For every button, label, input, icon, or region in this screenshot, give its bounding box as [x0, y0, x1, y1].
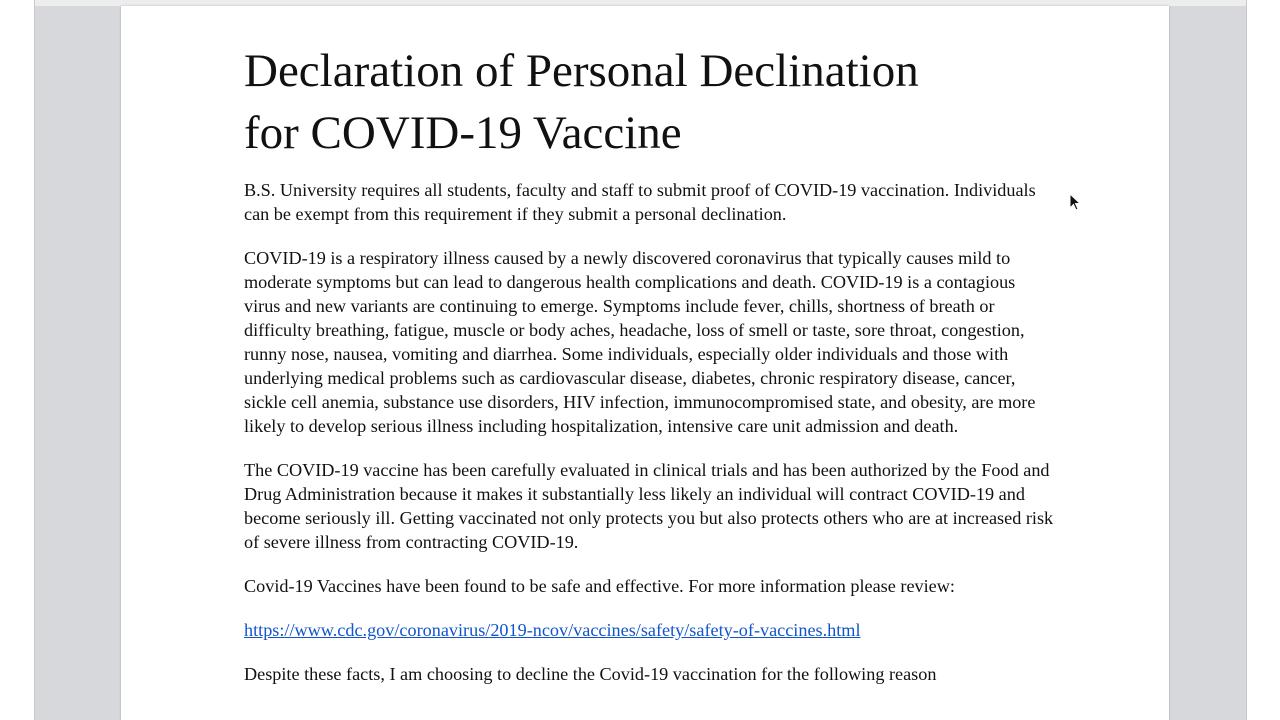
- paragraph-covid-description: COVID-19 is a respiratory illness caused by a newly discovered coronavirus that typically causes mild to moderate symptoms but can lead to dangerous health complications and death. COVID-19 is a contagious virus and new variants are continuing to emerge. Symptoms include fever, chills, shortness of breath or difficulty breathing, fatigue, muscle or body aches, headache, loss of smell or taste, sore throat, congestion, runny nose, nausea, vomiting and diarrhea. Some individuals, especially older individuals and those with underlying medical problems such as cardiovascular disease, diabetes, chronic respiratory disease, cancer, sickle cell anemia, substance use disorders, HIV infection, immunocompromised state, and obesity, are more likely to develop serious illness including hospitalization, intensive care unit admission and death.: [244, 248, 1036, 436]
- paragraph-more-info: Covid-19 Vaccines have been found to be safe and effective. For more information please review:: [244, 576, 955, 596]
- paragraph-declination-reason: Despite these facts, I am choosing to decline the Covid-19 vaccination for the following reason: [244, 664, 937, 684]
- paragraph-vaccine-evaluation: The COVID-19 vaccine has been carefully evaluated in clinical trials and has been authorized by the Food and Drug Administration because it makes it substantially less likely an individual will contract COVID-19 and become seriously ill. Getting vaccinated not only protects you but also protects others who are at increased risk of severe illness from contracting COVID-19.: [244, 460, 1054, 552]
- document-content[interactable]: [244, 40, 1054, 706]
- right-edge: [1246, 0, 1280, 720]
- document-title-line-1: Declaration of Personal Declination: [244, 45, 919, 97]
- cdc-safety-link[interactable]: https://www.cdc.gov/coronavirus/2019-ncov/vaccines/safety/safety-of-vaccines.html: [244, 620, 861, 640]
- document-title-line-2: for COVID-19 Vaccine: [244, 107, 682, 159]
- left-edge: [0, 0, 35, 720]
- mouse-pointer-icon: [1069, 193, 1081, 211]
- link-paragraph: [244, 618, 1054, 642]
- paragraph-requirement: B.S. University requires all students, faculty and staff to submit proof of COVID-19 vaccination. Individuals can be exempt from this requirement if they submit a personal declination.: [244, 180, 1036, 224]
- document-title: [244, 40, 1054, 164]
